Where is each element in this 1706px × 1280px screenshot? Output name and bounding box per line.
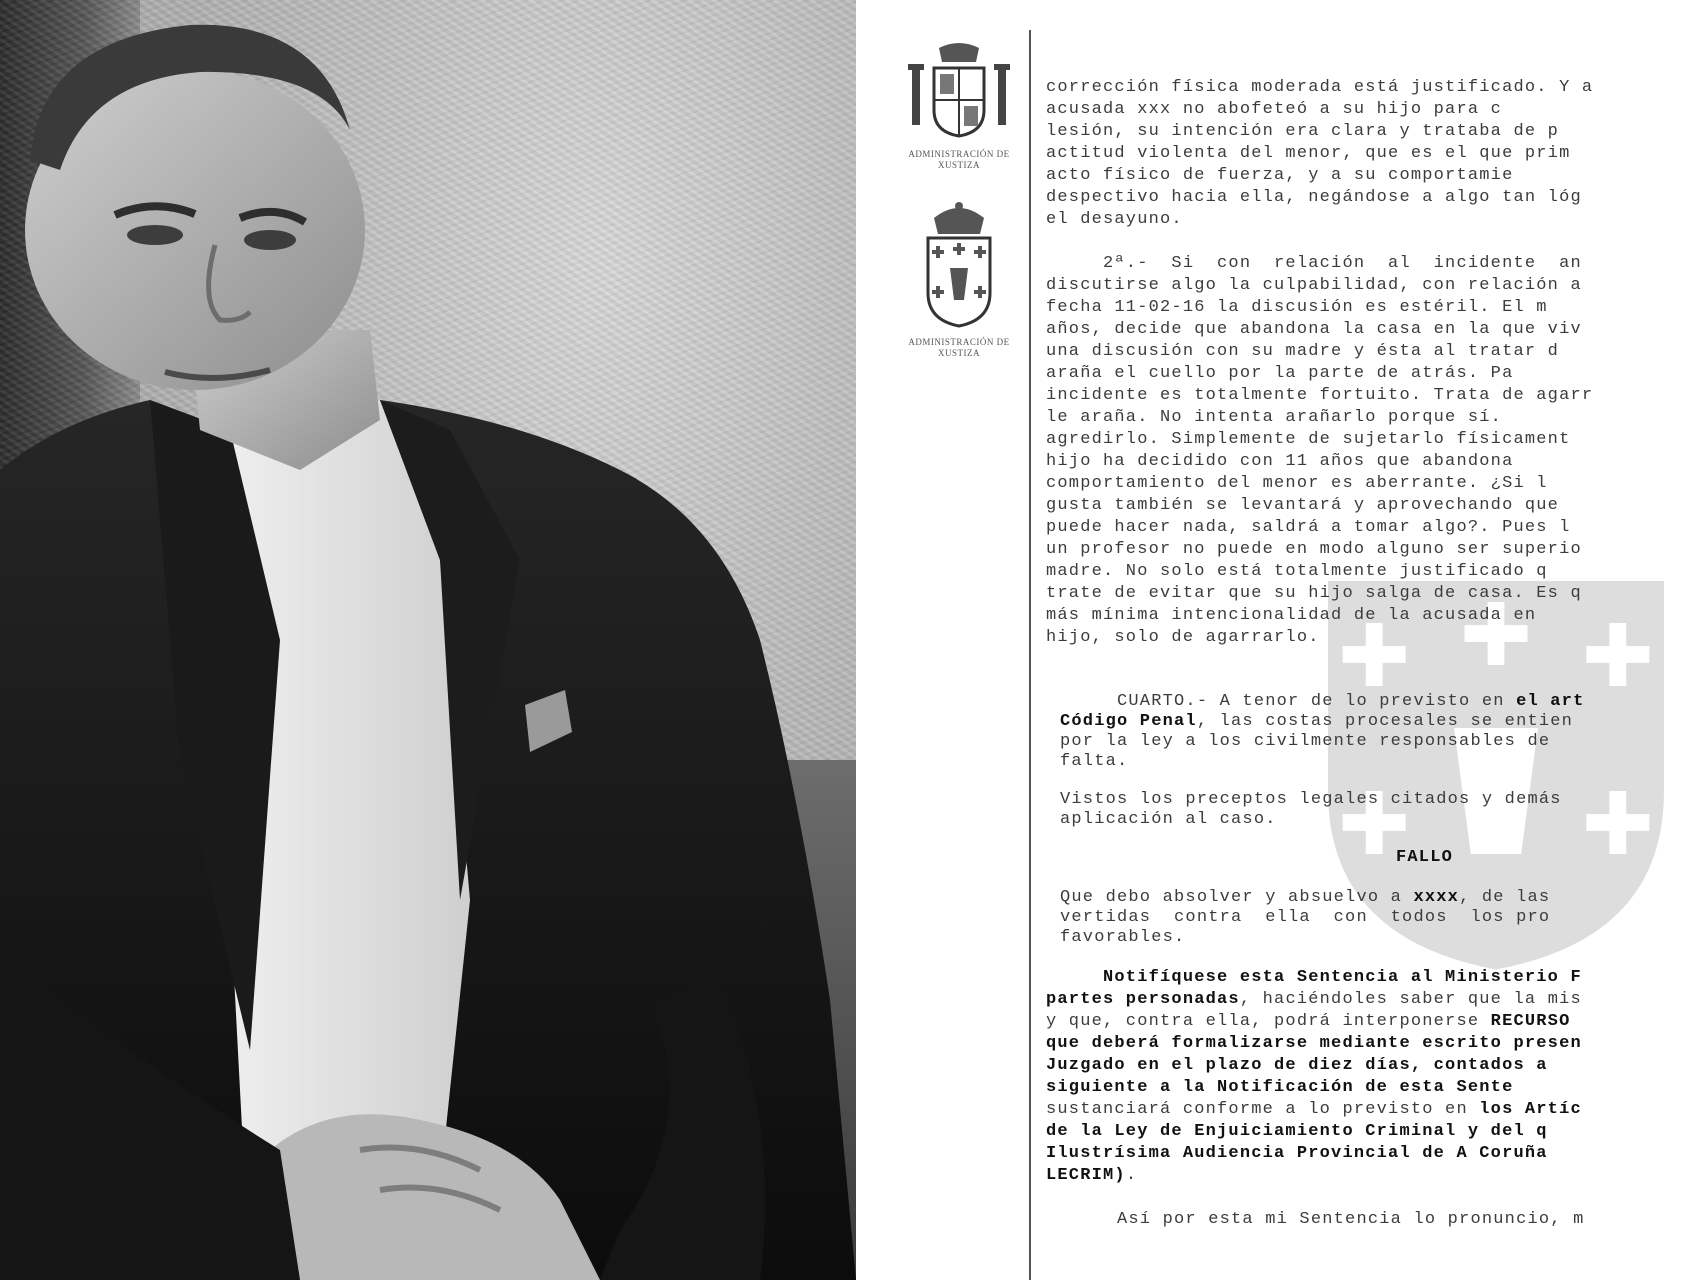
- text-span: y que, contra ella, podrá interponerse: [1046, 1012, 1491, 1031]
- text-line: [1060, 692, 1585, 711]
- bold-codigo-penal: Código Penal: [1060, 712, 1197, 731]
- text-line: trate de evitar que su hijo salga de casa. Es q: [1046, 584, 1582, 603]
- bold-text: de la Ley de Enjuiciamiento Criminal y del q: [1046, 1122, 1548, 1141]
- sentence-body: [1046, 0, 1706, 1229]
- text-span: Que debo absolver y absuelvo a: [1060, 888, 1414, 907]
- text-line: actitud violenta del menor, que es el que prim: [1046, 144, 1571, 163]
- text-span: , haciéndoles saber que la mis: [1239, 990, 1582, 1009]
- text-line: hijo, solo de agarrarlo.: [1046, 628, 1320, 647]
- text-line: favorables.: [1060, 928, 1186, 947]
- logo-caption-1: ADMINISTRACIÓN DE XUSTIZA: [908, 149, 1010, 170]
- text-line: falta.: [1060, 752, 1129, 771]
- text-line: lesión, su intención era clara y trataba de p: [1046, 122, 1560, 141]
- text-line: [1060, 888, 1550, 907]
- text-line: Vistos los preceptos legales citados y demás: [1060, 790, 1562, 809]
- bold-text: siguiente a la Notificación de esta Sente: [1046, 1078, 1514, 1097]
- fallo-heading: FALLO: [1396, 848, 1454, 867]
- text-line: madre. No solo está totalmente justificado q: [1046, 562, 1548, 581]
- text-line: [1046, 990, 1582, 1009]
- cuarto-heading: CUARTO.- A tenor de lo previsto en: [1060, 692, 1517, 711]
- galicia-coat-of-arms-icon: [914, 198, 1004, 328]
- text-line: corrección física moderada está justificado. Y a: [1046, 78, 1594, 97]
- text-line: [1046, 1100, 1582, 1119]
- text-line: [1046, 968, 1582, 987]
- text-line: una discusión con su madre y ésta al tratar d: [1046, 342, 1560, 361]
- text-line: hijo ha decidido con 11 años que abandona: [1046, 452, 1514, 471]
- text-line: [1046, 1012, 1570, 1031]
- text-span: , las costas procesales se entien: [1196, 712, 1574, 731]
- text-line: por la ley a los civilmente responsables de: [1060, 732, 1551, 751]
- bold-recurso: RECURSO: [1490, 1012, 1571, 1031]
- text-line: gusta también se levantará y aprovechando que: [1046, 496, 1560, 515]
- galicia-coat-of-arms-logo: [894, 198, 1024, 359]
- bold-articles: los Artíc: [1479, 1100, 1582, 1119]
- text-line: el desayuno.: [1046, 210, 1183, 229]
- text-line: vertidas contra ella con todos los pro: [1060, 908, 1551, 927]
- text-line: [1046, 1144, 1548, 1163]
- text-line: comportamiento del menor es aberrante. ¿Si l: [1046, 474, 1548, 493]
- text-span: , de las: [1459, 888, 1551, 907]
- bold-notification: Notifíquese esta Sentencia al Ministerio F: [1046, 968, 1582, 987]
- text-line: acto físico de fuerza, y a su comportamie: [1046, 166, 1514, 185]
- text-line: despectivo hacia ella, negándose a algo tan lóg: [1046, 188, 1582, 207]
- text-line: discutirse algo la culpabilidad, con relación a: [1046, 276, 1582, 295]
- text-line: años, decide que abandona la casa en la que viv: [1046, 320, 1582, 339]
- text-span: sustanciará conforme a lo previsto en: [1046, 1100, 1480, 1119]
- bold-parties: partes personadas: [1046, 990, 1240, 1009]
- text-line: 2ª.- Si con relación al incidente an: [1046, 254, 1582, 273]
- bold-text: Juzgado en el plazo de diez días, contados a: [1046, 1056, 1548, 1075]
- text-span: .: [1125, 1166, 1138, 1185]
- text-line: acusada xxx no abofeteó a su hijo para c: [1046, 100, 1503, 119]
- bold-text: que deberá formalizarse mediante escrito presen: [1046, 1034, 1582, 1053]
- bold-accused-name: xxxx: [1413, 888, 1460, 907]
- text-line: incidente es totalmente fortuito. Trata de agarr: [1046, 386, 1594, 405]
- logo-caption-2: ADMINISTRACIÓN DE XUSTIZA: [908, 337, 1010, 358]
- text-line: araña el cuello por la parte de atrás. Pa: [1046, 364, 1514, 383]
- text-line: más mínima intencionalidad de la acusada en: [1046, 606, 1537, 625]
- text-line: agredirlo. Simplemente de sujetarlo físicament: [1046, 430, 1571, 449]
- margin-divider: [1029, 30, 1031, 1280]
- text-line: aplicación al caso.: [1060, 810, 1277, 829]
- text-line: [1046, 1034, 1582, 1053]
- text-line: un profesor no puede en modo alguno ser superio: [1046, 540, 1582, 559]
- text-line: Así por esta mi Sentencia lo pronuncio, m: [1060, 1210, 1585, 1229]
- bold-lecrim: LECRIM): [1046, 1166, 1126, 1185]
- court-sentence-document: [856, 0, 1706, 1280]
- text-line: puede hacer nada, saldrá a tomar algo?. Pues l: [1046, 518, 1571, 537]
- text-line: [1046, 1056, 1548, 1075]
- bold-text: Ilustrísima Audiencia Provincial de A Coruña: [1046, 1144, 1548, 1163]
- text-line: [1046, 1166, 1137, 1185]
- text-line: [1046, 1078, 1513, 1097]
- spain-coat-of-arms-logo: [894, 40, 1024, 171]
- text-line: le araña. No intenta arañarlo porque sí.: [1046, 408, 1503, 427]
- text-line: [1046, 1122, 1548, 1141]
- spain-coat-of-arms-icon: [904, 40, 1014, 140]
- text-line: [1060, 712, 1573, 731]
- text-line: fecha 11-02-16 la discusión es estéril. El m: [1046, 298, 1548, 317]
- bold-article-ref: el art: [1516, 692, 1585, 711]
